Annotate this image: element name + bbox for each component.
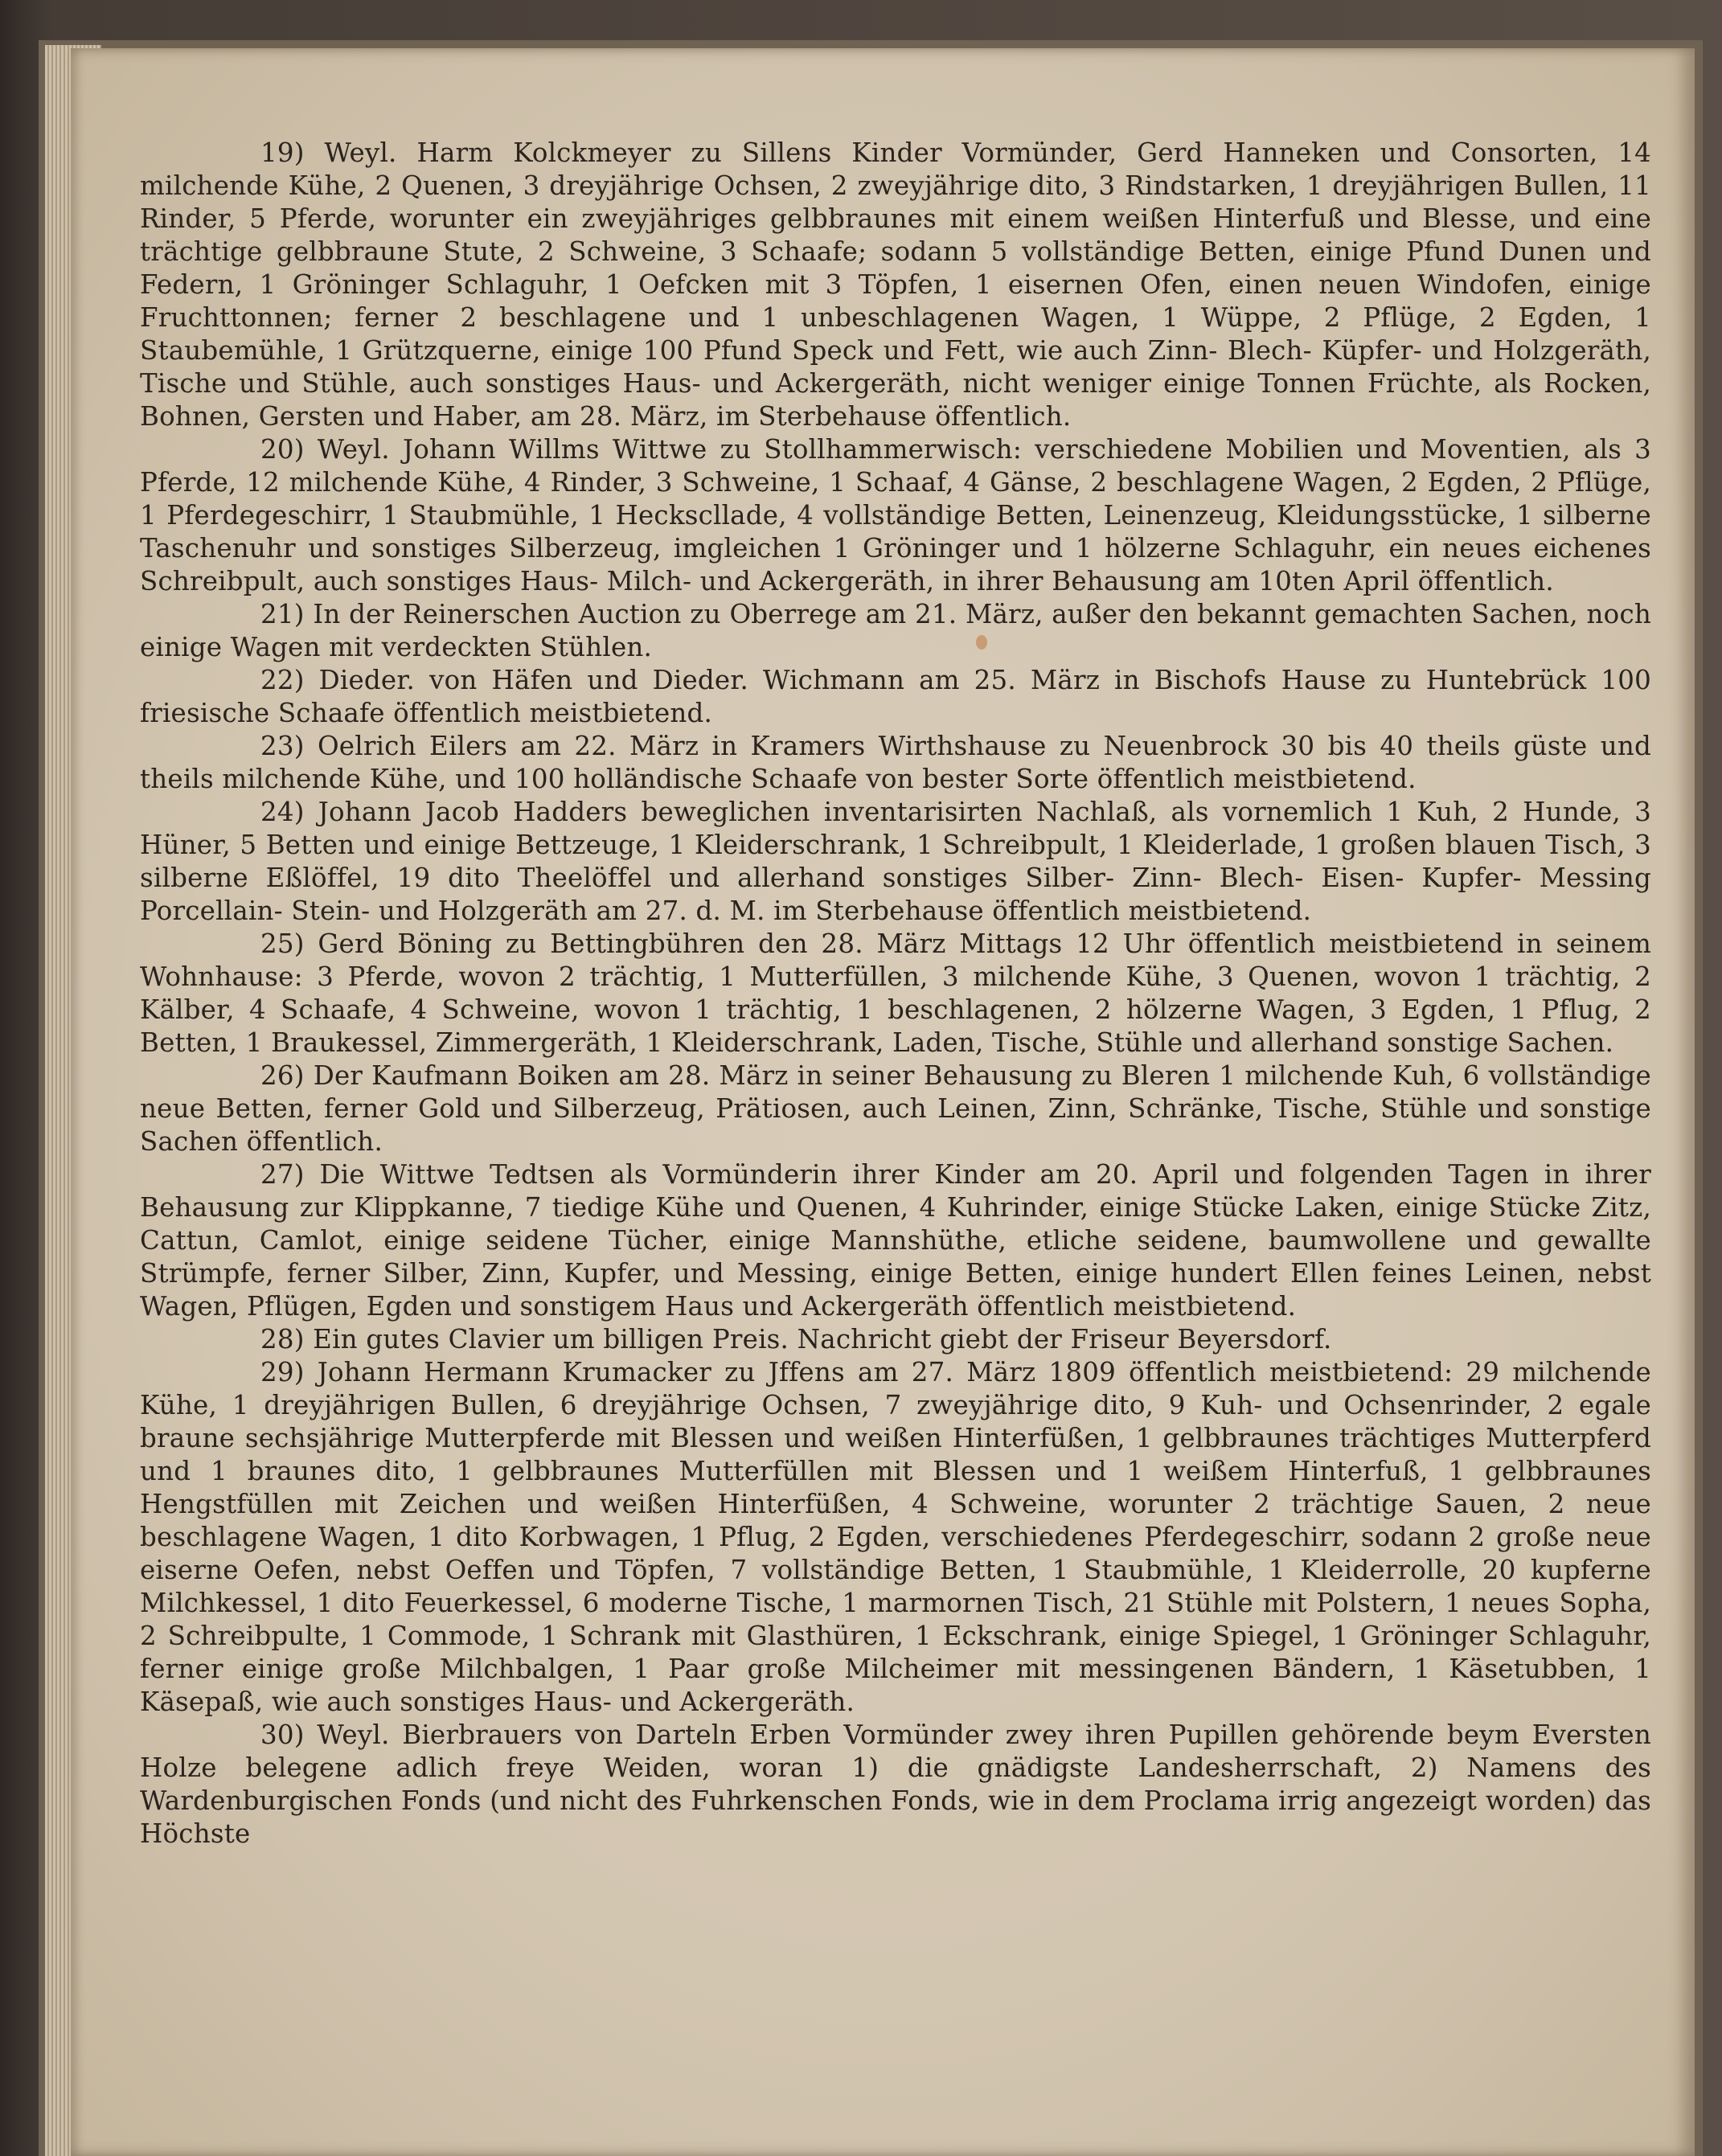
notice-22: 22) Dieder. von Häfen und Dieder. Wichmann am 25. März in Bischofs Hause zu Huntebrück 100 friesische Schaafe öffentlich meistbietend. <box>140 665 1651 728</box>
notice-24: 24) Johann Jacob Hadders beweglichen inventarisirten Nachlaß, als vornemlich 1 Kuh, 2 Hunde, 3 Hüner, 5 Betten und einige Bettzeuge, 1 Kleiderschrank, 1 Schreibpult, 1 Kleiderlade, 1 großen blauen Tisch, 3 silberne Eßlöffel, 19 dito Theelöffel und allerhand sonstiges Silber- Zinn- Blech- Eisen- Kupfer- Messing Porcellain- Stein- und Holzgeräth am 27. d. M. im Sterbehause öffentlich meistbietend. <box>140 797 1651 926</box>
auction-notices <box>140 137 1651 1851</box>
notice-30: 30) Weyl. Bierbrauers von Darteln Erben Vormünder zwey ihren Pupillen gehörende beym Eversten Holze belegene adlich freye Weiden, woran 1) die gnädigste Landesherrschaft, 2) Namens des Wardenburgischen Fonds (und nicht des Fuhrkenschen Fonds, wie in dem Proclama irrig angezeigt worden) das Höchste <box>140 1719 1651 1849</box>
notice-19: 19) Weyl. Harm Kolckmeyer zu Sillens Kinder Vormünder, Gerd Hanneken und Consorten, 14 milchende Kühe, 2 Quenen, 3 dreyjährige Ochsen, 2 zweyjährige dito, 3 Rindstarken, 1 dreyjährigen Bullen, 11 Rinder, 5 Pferde, worunter ein zweyjähriges gelbbraunes mit einem weißen Hinterfuß und Blesse, und eine trächtige gelbbraune Stute, 2 Schweine, 3 Schaafe; sodann 5 vollständige Betten, einige Pfund Dunen und Federn, 1 Gröninger Schlaguhr, 1 Oefcken mit 3 Töpfen, 1 eisernen Ofen, einen neuen Windofen, einige Fruchttonnen; ferner 2 beschlagene und 1 unbeschlagenen Wagen, 1 Wüppe, 2 Pflüge, 2 Egden, 1 Staubemühle, 1 Grützquerne, einige 100 Pfund Speck und Fett, wie auch Zinn- Blech- Küpfer- und Holzgeräth, Tische und Stühle, auch sonstiges Haus- und Ackergeräth, nicht weniger einige Tonnen Früchte, als Rocken, Bohnen, Gersten und Haber, am 28. März, im Sterbehause öffentlich. <box>140 137 1651 432</box>
notice-29: 29) Johann Hermann Krumacker zu Jffens am 27. März 1809 öffentlich meistbietend: 29 milchende Kühe, 1 dreyjährigen Bullen, 6 dreyjährige Ochsen, 7 zweyjährige dito, 9 Kuh- und Ochsenrinder, 2 egale braune sechsjährige Mutterpferde mit Blessen und weißen Hinterfüßen, 1 gelbbraunes trächtiges Mutterpferd und 1 braunes dito, 1 gelbbraunes Mutterfüllen mit Blessen und 1 weißem Hinterfuß, 1 gelbbraunes Hengstfüllen mit Zeichen und weißen Hinterfüßen, 4 Schweine, worunter 2 trächtige Sauen, 2 neue beschlagene Wagen, 1 dito Korbwagen, 1 Pflug, 2 Egden, verschiedenes Pferdegeschirr, sodann 2 große neue eiserne Oefen, nebst Oeffen und Töpfen, 7 vollständige Betten, 1 Staubmühle, 1 Kleiderrolle, 20 kupferne Milchkessel, 1 dito Feuerkessel, 6 moderne Tische, 1 marmornen Tisch, 21 Stühle mit Polstern, 1 neues Sopha, 2 Schreibpulte, 1 Commode, 1 Schrank mit Glasthüren, 1 Eckschrank, einige Spiegel, 1 Gröninger Schlaguhr, ferner einige große Milchbalgen, 1 Paar große Milcheimer mit messingenen Bändern, 1 Käsetubben, 1 Käsepaß, wie auch sonstiges Haus- und Ackergeräth. <box>140 1357 1651 1717</box>
notice-25: 25) Gerd Böning zu Bettingbühren den 28. März Mittags 12 Uhr öffentlich meistbietend in seinem Wohnhause: 3 Pferde, wovon 2 trächtig, 1 Mutterfüllen, 3 milchende Kühe, 3 Quenen, wovon 1 trächtig, 2 Kälber, 4 Schaafe, 4 Schweine, wovon 1 trächtig, 1 beschlagenen, 2 hölzerne Wagen, 3 Egden, 1 Pflug, 2 Betten, 1 Braukessel, Zimmergeräth, 1 Kleiderschrank, Laden, Tische, Stühle und allerhand sonstige Sachen. <box>140 928 1651 1058</box>
notice-27: 27) Die Wittwe Tedtsen als Vormünderin ihrer Kinder am 20. April und folgenden Tagen in ihrer Behausung zur Klippkanne, 7 tiedige Kühe und Quenen, 4 Kuhrinder, einige Stücke Laken, einige Stücke Zitz, Cattun, Camlot, einige seidene Tücher, einige Mannshüthe, etliche seidene, baumwollene und gewallte Strümpfe, ferner Silber, Zinn, Kupfer, und Messing, einige Betten, einige hundert Ellen feines Leinen, nebst Wagen, Pflügen, Egden und sonstigem Haus und Ackergeräth öffentlich meistbietend. <box>140 1159 1651 1322</box>
notice-26: 26) Der Kaufmann Boiken am 28. März in seiner Behausung zu Bleren 1 milchende Kuh, 6 vollständige neue Betten, ferner Gold und Silberzeug, Prätiosen, auch Leinen, Zinn, Schränke, Tische, Stühle und sonstige Sachen öffentlich. <box>140 1060 1651 1157</box>
notice-21: 21) In der Reinerschen Auction zu Oberrege am 21. März, außer den bekannt gemachten Sachen, noch einige Wagen mit verdeckten Stühlen. <box>140 599 1651 662</box>
printed-page <box>71 48 1695 2156</box>
notice-20: 20) Weyl. Johann Willms Wittwe zu Stollhammerwisch: verschiedene Mobilien und Moventien, als 3 Pferde, 12 milchende Kühe, 4 Rinder, 3 Schweine, 1 Schaaf, 4 Gänse, 2 beschlagene Wagen, 2 Egden, 2 Pflüge, 1 Pferdegeschirr, 1 Staubmühle, 1 Heckscllade, 4 vollständige Betten, Leinenzeug, Kleidungsstücke, 1 silberne Taschenuhr und sonstiges Silberzeug, imgleichen 1 Gröninger und 1 hölzerne Schlaguhr, ein neues eichenes Schreibpult, auch sonstiges Haus- Milch- und Ackergeräth, in ihrer Behausung am 10ten April öffentlich. <box>140 434 1651 596</box>
notice-28: 28) Ein gutes Clavier um billigen Preis. Nachricht giebt der Friseur Beyersdorf. <box>260 1324 1332 1355</box>
notice-23: 23) Oelrich Eilers am 22. März in Kramers Wirthshause zu Neuenbrock 30 bis 40 theils güste und theils milchende Kühe, und 100 holländische Schaafe von bester Sorte öffentlich meistbietend. <box>140 731 1651 794</box>
